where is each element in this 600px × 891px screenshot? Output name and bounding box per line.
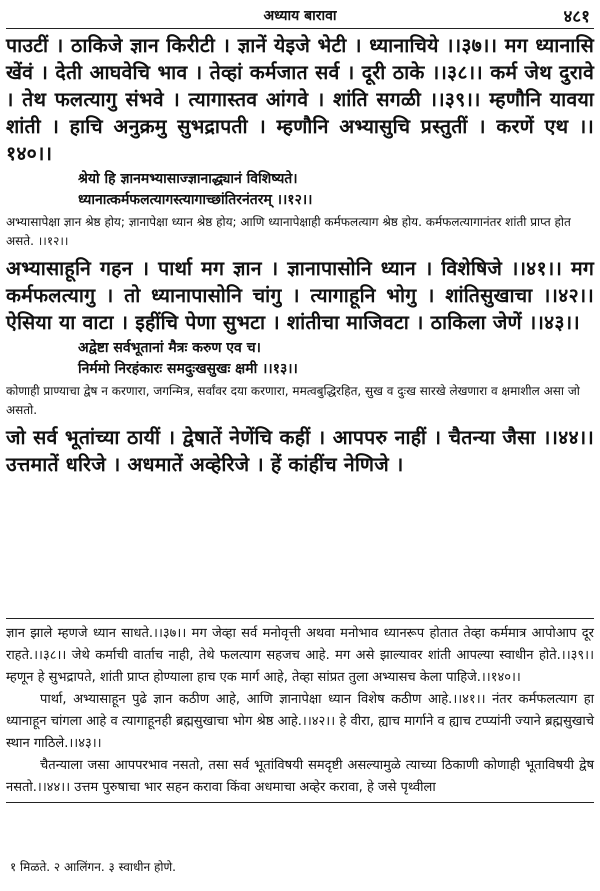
sanskrit-shloka-12-line2: ध्यानात्कर्मफलत्यागस्त्यागाच्छांतिरनंतरम्‌ ।।१२।।	[78, 192, 313, 208]
shloka-12-gloss: अभ्यासापेक्षा ज्ञान श्रेष्ठ होय; ज्ञानापेक्षा ध्यान श्रेष्ठ होय; आणि ध्यानापेक्षाही कर्मफलत्याग श्रेष्ठ होय. कर्मफलत्यागानंतर शांती प्राप्त होत असते. ।।१२।।	[6, 215, 571, 248]
ovi-verses-41-43: अभ्यासाहूनि गहन । पार्था मग ज्ञान । ज्ञानापासोनि ध्यान । विशेषिजे ।।४१।। मग कर्मफलत्यागु । तो ध्यानापासोनि चांगु । त्यागाहूनि भोगु । शांतिसुखाचा ।।४२।। ऐसिया या वाटा । इहींचि पेणा सुभटा । शांतीचा माजिवटा । ठाकिला जेणें ।।४३।।	[6, 257, 594, 334]
commentary-paragraph: ज्ञान झाले म्हणजे ध्यान साधते.।।३७।। मग जेव्हा सर्व मनोवृत्ती अथवा मनोभाव ध्यानरूप होतात तेव्हा कर्ममात्र आपोआप दूर राहते.।।३८।। जेथे कर्माची वार्ताच नाही, तेथे फलत्याग सहजच आहे. मग असे झाल्यावर शांती आपल्या स्वाधीन होते.।।३९।। म्हणून हे सुभद्रापते, शांती प्राप्त होण्याला हाच एक मार्ग आहे, तेव्हा सांप्रत तुला अभ्यासच केला पाहिजे.।।१४०।।	[6, 626, 594, 685]
commentary-paragraph: चैतन्याला जसा आपपरभाव नसतो, तसा सर्व भूतांविषयी समदृष्टी असल्यामुळे त्याच्या ठिकाणी कोणाही भूताविषयी द्वेष नसतो.।।४४।। उत्तम पुरुषाचा भार सहन करावा किंवा अधमाचा अव्हेर करावा, हे जसे पृथ्वीला	[6, 758, 594, 795]
sanskrit-shloka-13-line1: अद्वेष्टा सर्वभूतानां मैत्रः करुण एव च।	[78, 340, 261, 356]
commentary-paragraph: पार्था, अभ्यासाहून पुढे ज्ञान कठीण आहे, आणि ज्ञानापेक्षा ध्यान विशेष कठीण आहे.।।४१।। नंतर कर्मफलत्याग हा ध्यानाहून चांगला आहे व त्यागाहूनही ब्रह्मसुखाचा भोग श्रेष्ठ आहे.।।४२।। हे वीरा, ह्याच मार्गाने व ह्याच टप्प्यांनी ज्याने ब्रह्मसुखाचे स्थान गाठिले.।।४३।।	[6, 692, 594, 751]
chapter-title: अध्याय बारावा	[263, 8, 337, 24]
sanskrit-shloka-12-line1: श्रेयो हि ज्ञानमभ्यासाज्ज्ञानाद्ध्यानं विशिष्यते।	[78, 171, 298, 187]
commentary-section	[6, 618, 594, 807]
ovi-verses-37-140: पाउटीं । ठाकिजे ज्ञान किरीटी । ज्ञानें येइजे भेटी । ध्यानाचिये ।।३७।। मग ध्यानासि खेंवं । देती आघवेचि भाव । तेव्हां कर्मजात सर्व । दूरी ठाके ।।३८।। कर्म जेथ दुरावे । तेथ फलत्यागु संभवे । त्यागास्तव आंगवे । शांति सगळी ।।३९।। म्हणौनि यावया शांती । हाचि अनुक्रमु सुभद्रापती । म्हणौनि अभ्यासुचि प्रस्तुतीं । करणें एथ ।।१४०।।	[6, 34, 594, 165]
ovi-verse-44: जो सर्व भूतांच्या ठायीं । द्वेषातें नेणेंचि कहीं । आपपरु नाहीं । चैतन्या जैसा ।।४४।। उत्तमातें धरिजे । अधमातें अव्हेरिजे । हें कांहींच नेणिजे ।	[6, 426, 594, 476]
page-header	[6, 4, 594, 29]
sanskrit-shloka-13-line2: निर्ममो निरहंकारः समदुःखसुखः क्षमी ।।१३।।	[78, 361, 298, 377]
footnote-divider	[6, 802, 594, 803]
book-page	[6, 0, 594, 891]
shloka-13-gloss: कोणाही प्राण्याचा द्वेष न करणारा, जगन्मित्र, सर्वांवर दया करणारा, ममत्वबुद्धिरहित, सुख व दुःख सारखे लेखणारा व क्षमाशील असा जो असतो.	[6, 384, 580, 417]
verse-section	[6, 32, 594, 478]
footnotes: १ मिळते. २ आलिंगन. ३ स्वाधीन होणे.	[10, 860, 176, 874]
page-number: ४८१	[563, 7, 590, 27]
